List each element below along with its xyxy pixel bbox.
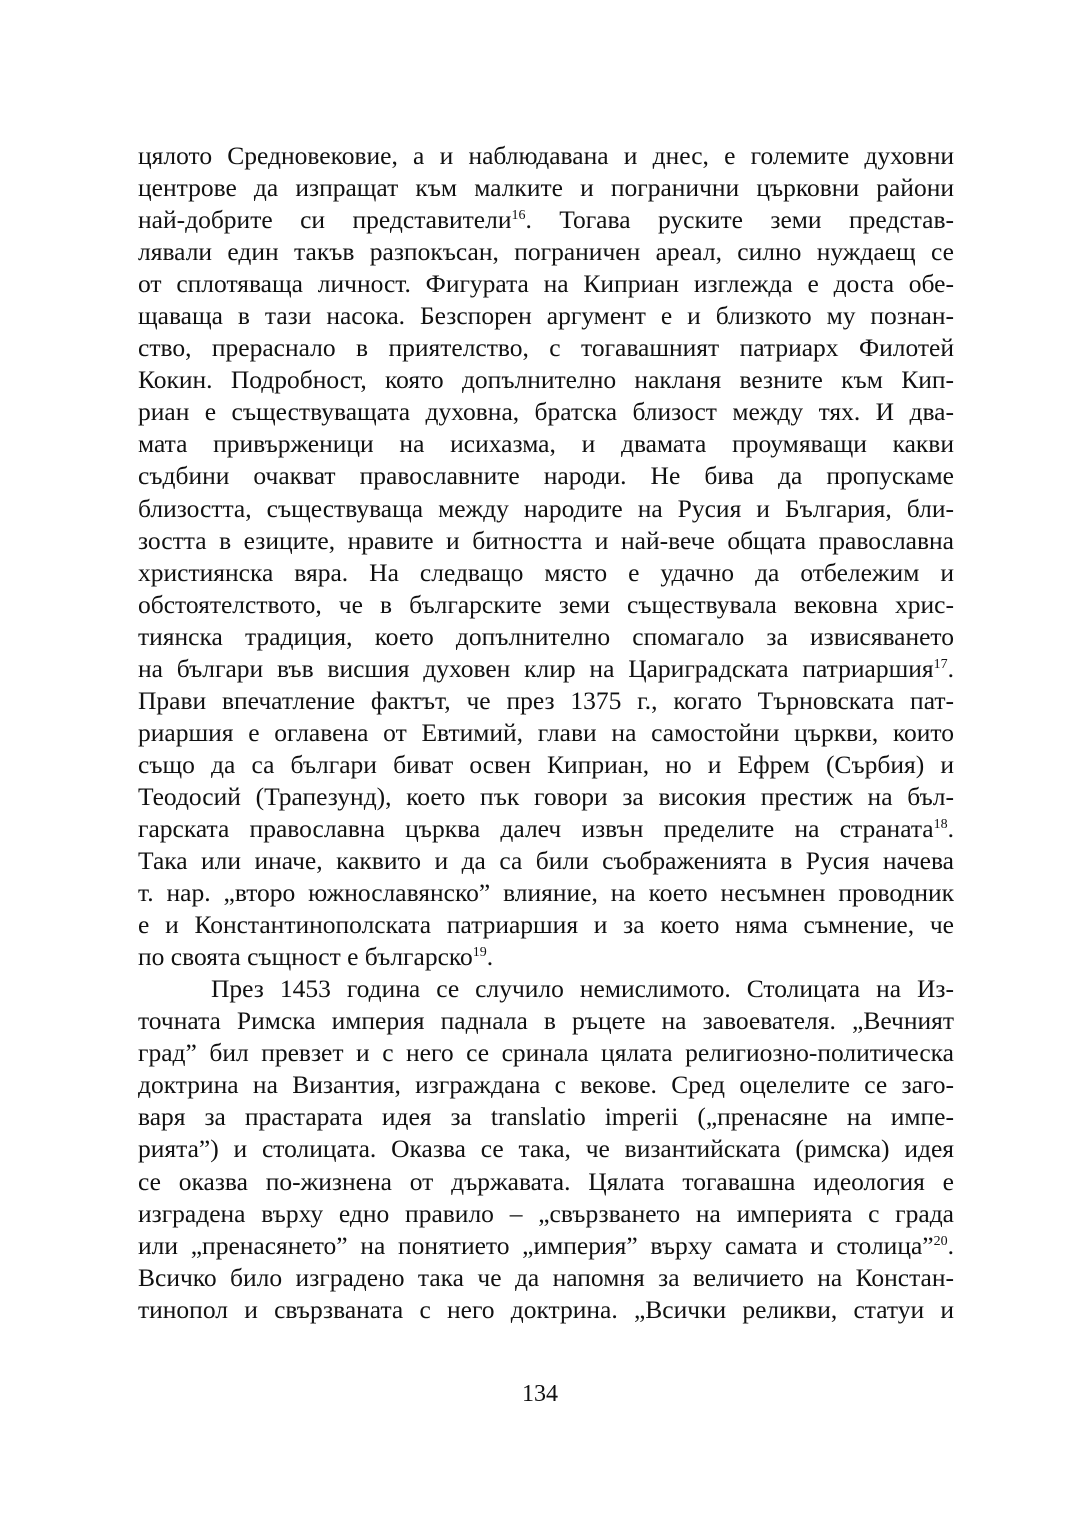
body-text [138,140,954,1326]
line-text-tail: . [947,1230,954,1260]
line-text: т. нар. „второ южнославянско” влияние, на което несъмнен проводник [138,878,954,908]
text-line [138,1166,954,1198]
line-text: мата привърженици на исихазма, и двамата проумяващи какви [138,429,954,459]
line-text: тинопол и свързваната с него доктрина. „Всички реликви, статуи и [138,1294,954,1324]
text-line [138,621,954,653]
text-line [138,1037,954,1069]
text-line [138,685,954,717]
text-line [138,493,954,525]
text-line [138,557,954,589]
line-text: тиянска традиция, което допълнително спомагало за извисяването [138,621,954,651]
line-text: на българи във висшия духовен клир на Цариградската патриаршия [138,653,934,683]
line-text: или „пренасянето” на понятието „империя” върху самата и столица” [138,1230,934,1260]
footnote-ref: 16 [511,208,526,224]
text-line [138,749,954,781]
line-text: лявали един такъв разпокъсан, пограничен ареал, силно нуждаещ се [138,237,954,267]
line-text: ство, прераснало в приятелство, с тогавашният патриарх Филотей [138,333,954,363]
text-line [138,172,954,204]
text-line [138,1101,954,1133]
text-line [138,460,954,492]
line-text: центрове да изпращат към малките и погранични църковни райони [138,173,954,203]
text-line [138,813,954,845]
line-text: Така или иначе, каквито и да са били съображенията в Русия начева [138,846,954,876]
text-line [138,845,954,877]
line-text: обстоятелството, че в българските земи съществувала вековна хрис- [138,589,954,619]
text-line [138,589,954,621]
text-line [138,781,954,813]
text-line [138,364,954,396]
text-line [138,653,954,685]
line-text-tail: . [947,813,954,843]
line-text: Теодосий (Трапезунд), което пък говори за високия престиж на бъл- [138,781,954,811]
line-text: риаршия е оглавена от Евтимий, глави на самостойни църкви, които [138,717,954,747]
text-line [138,140,954,172]
line-text-tail: . [947,653,954,683]
line-text: зостта в езиците, нравите и битността и най-вече общата православна [138,525,954,555]
line-text: също да са българи биват освен Киприан, но и Ефрем (Сърбия) и [138,749,954,779]
text-line [138,1198,954,1230]
line-text: се оказва по-жизнена от държавата. Цялата тогавашна идеология е [138,1166,954,1196]
footnote-ref: 18 [933,816,948,832]
line-text: съдбини очакват православните народи. Не бива да пропускаме [138,461,954,491]
text-line [138,1230,954,1262]
line-text: град” бил превзет и с него се сринала цялата религиозно-политическа [138,1038,954,1068]
text-line [138,1262,954,1294]
line-text: точната Римска империя паднала в ръцете на завоевателя. „Вечният [138,1006,954,1036]
text-line [138,909,954,941]
page-number: 134 [522,1381,558,1407]
text-line [138,717,954,749]
text-line [138,1133,954,1165]
footnote-ref: 19 [472,945,487,961]
line-text: Кокин. Подробност, която допълнително накланя везните към Кип- [138,365,954,395]
line-text: риан е съществуващата духовна, братска близост между тях. И два- [138,397,954,427]
line-text: Всичко било изградено така че да напомня за величието на Констан- [138,1262,954,1292]
line-text: щаваща в тази насока. Безспорен аргумент е и близкото му познан- [138,301,954,331]
line-text: През 1453 година се случило немислимото. Столицата на Из- [211,974,954,1004]
text-line [138,396,954,428]
text-line [138,1294,954,1326]
line-text: Прави впечатление фактът, че през 1375 г., когато Търновската пат- [138,685,954,715]
line-text-tail: . Тогава руските земи представ- [525,205,954,235]
line-text: доктрина на Византия, изграждана с векове. Сред оцелелите се заго- [138,1070,954,1100]
text-line [138,428,954,460]
text-line [138,236,954,268]
line-text: по своята същност е българско [138,942,473,972]
text-line [138,300,954,332]
line-text: от сплотяваща личност. Фигурата на Киприан изглежда е доста обе- [138,269,954,299]
text-line [138,1005,954,1037]
text-line [138,973,954,1005]
text-line [138,268,954,300]
line-text: гарската православна църква далеч извън пределите на страната [138,813,934,843]
text-line [138,204,954,236]
line-text: близостта, съществуваща между народите на Русия и България, бли- [138,493,954,523]
line-text-tail: . [486,942,494,972]
text-line [138,525,954,557]
line-text: рията”) и столицата. Оказва се така, че византийската (римска) идея [138,1134,954,1164]
text-line [138,332,954,364]
footnote-ref: 20 [933,1233,948,1249]
text-line [138,1069,954,1101]
line-text: най-добрите си представители [138,205,512,235]
text-line [138,941,954,973]
line-text: християнска вяра. На следващо място е удачно да отбележим и [138,557,954,587]
footnote-ref: 17 [933,656,948,672]
line-text: варя за прастарата идея за translatio imperii („пренасяне на импе- [138,1102,954,1132]
text-line [138,877,954,909]
line-text: е и Константинополската патриаршия и за което няма съмнение, че [138,910,954,940]
line-text: цялото Средновековие, а и наблюдавана и днес, е големите духовни [138,141,954,170]
line-text: изградена върху едно правило – „свързването на империята с града [138,1198,954,1228]
